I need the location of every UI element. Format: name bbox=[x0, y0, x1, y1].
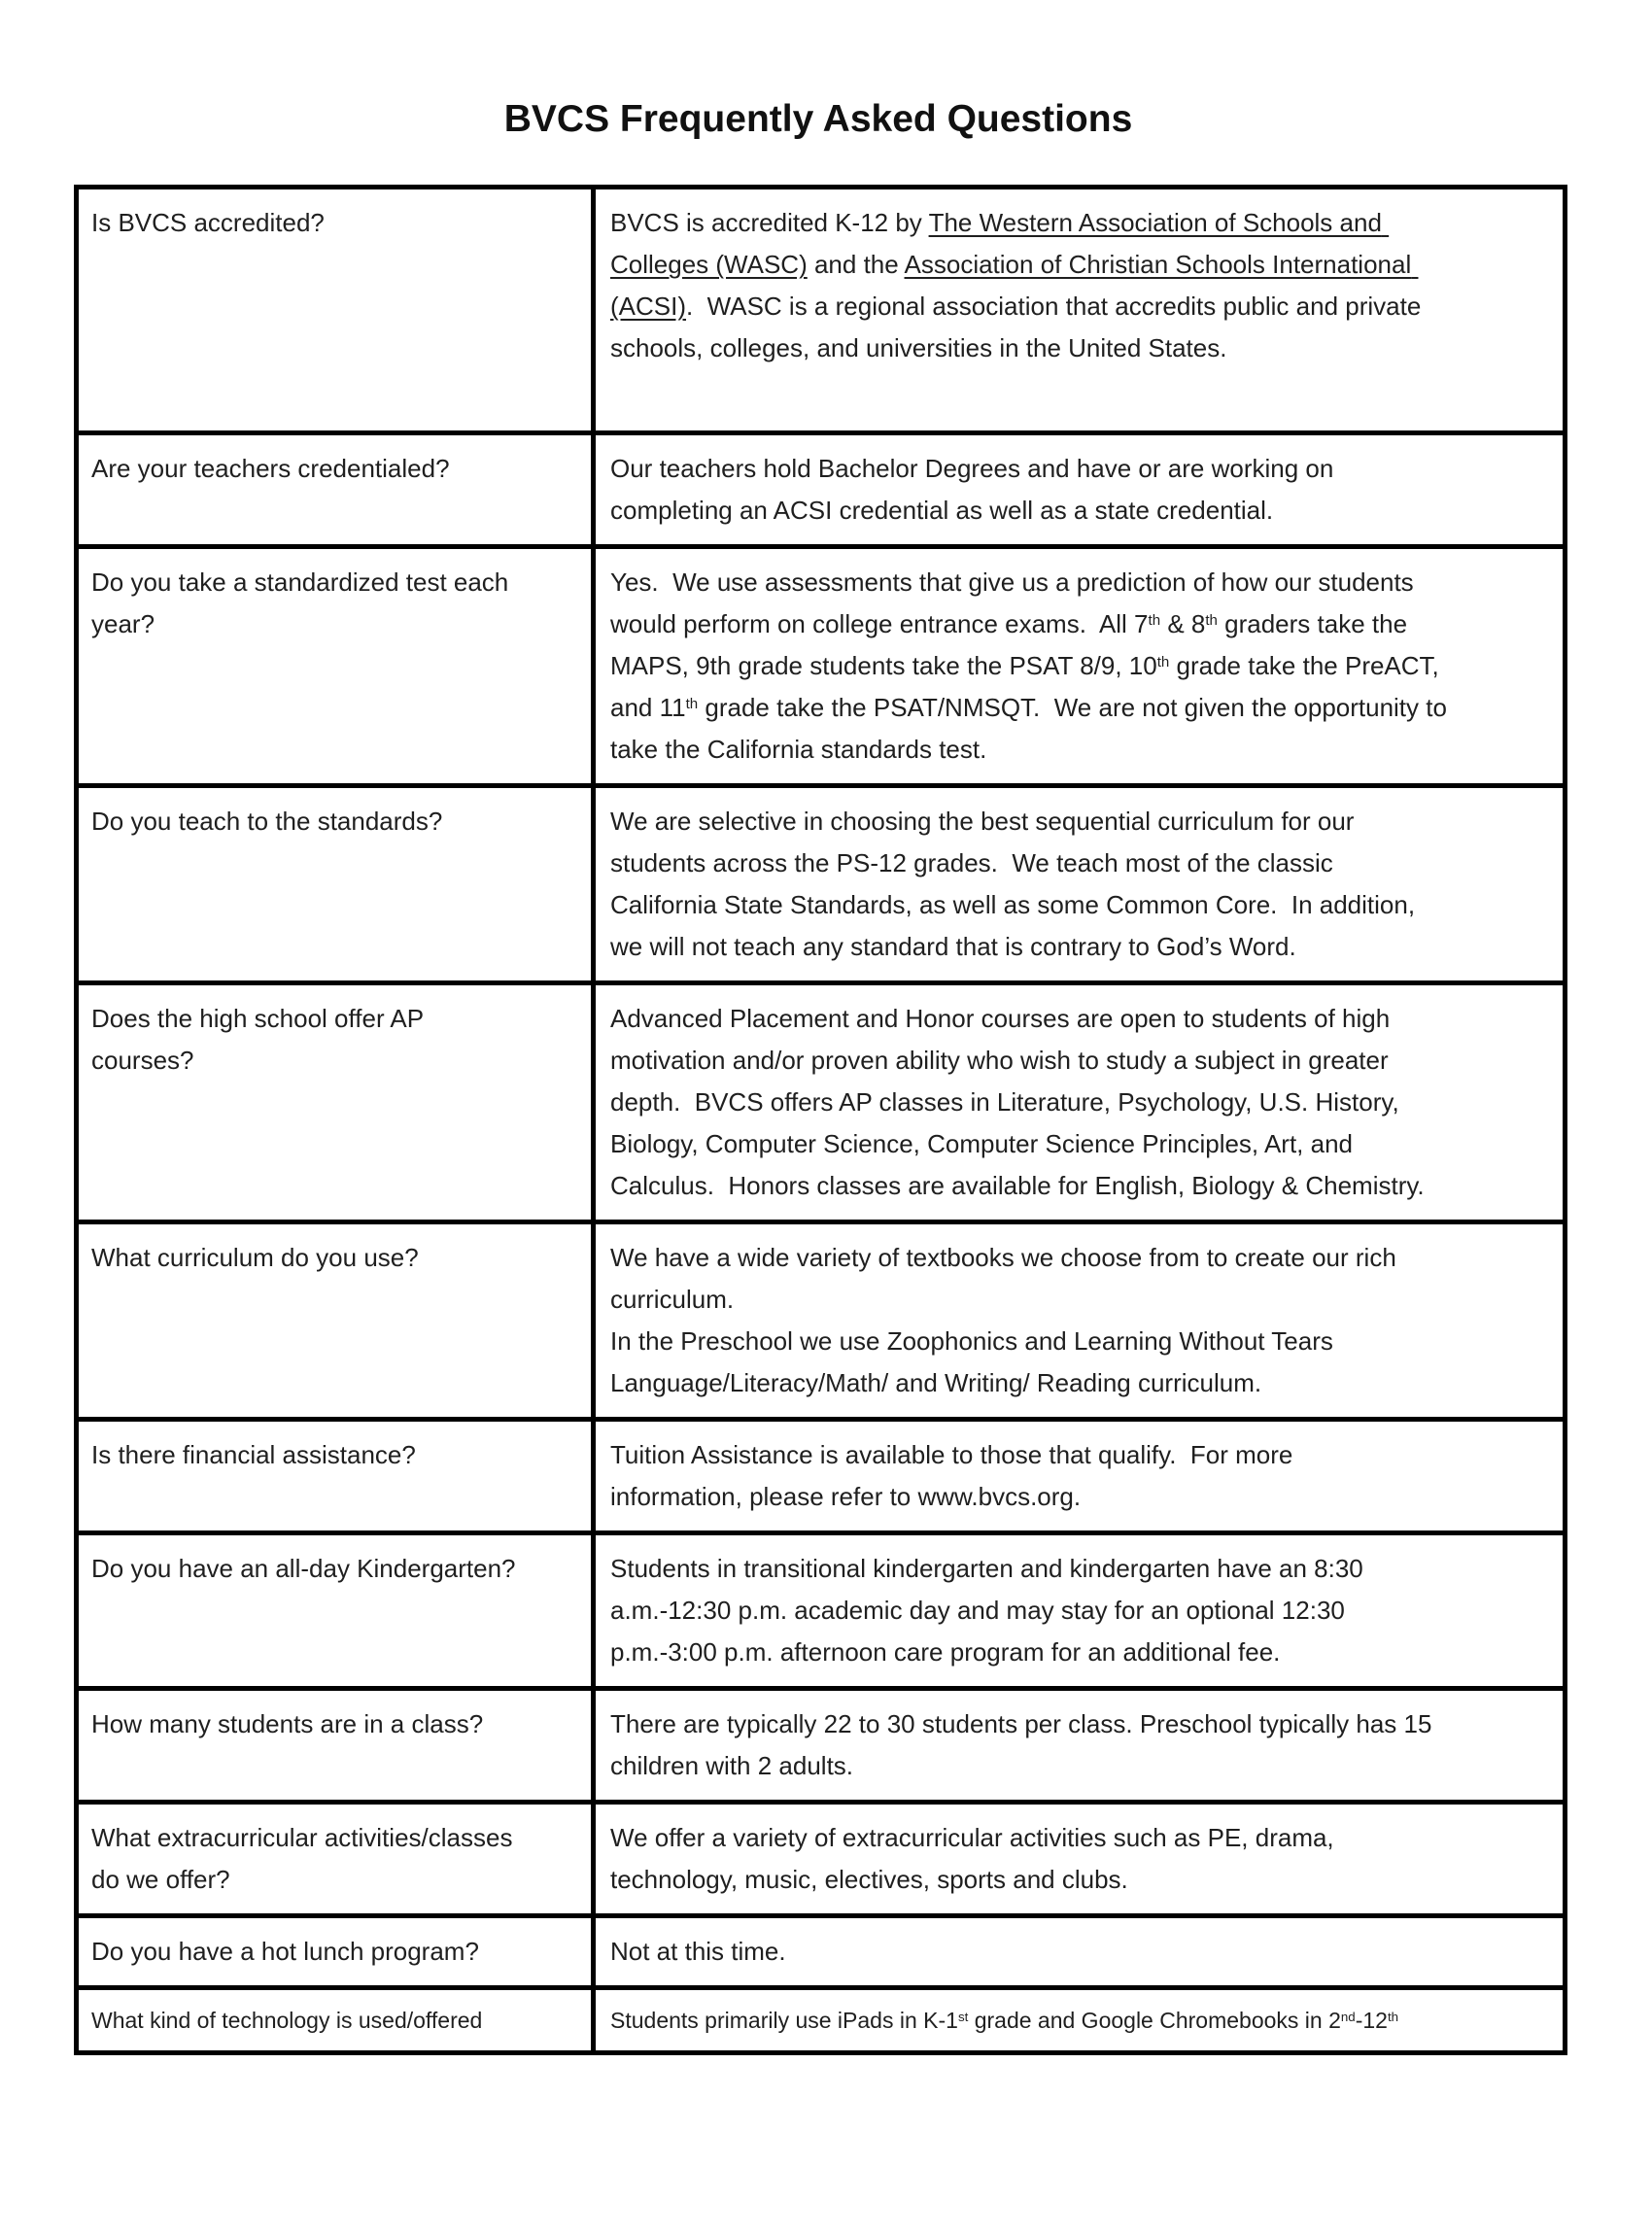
answer-text: Our teachers hold Bachelor Degrees and have or are working on completing an ACSI credential as well as a state credential. bbox=[610, 454, 1341, 525]
answer-text: Yes. We use assessments that give us a prediction of how our students would perform on college entrance exams. All 7 bbox=[610, 567, 1421, 638]
faq-row-standardized-test bbox=[77, 547, 1566, 786]
question-text: Do you have an all-day Kindergarten? bbox=[91, 1554, 516, 1583]
answer-text: Not at this time. bbox=[610, 1937, 786, 1966]
ordinal-superscript: th bbox=[1156, 654, 1170, 671]
answer-paragraph bbox=[610, 1321, 1446, 1404]
faq-answer bbox=[594, 547, 1566, 786]
question-text: What kind of technology is used/offered bbox=[91, 2008, 483, 2033]
answer-text: grade take the PSAT/NMSQT. We are not given the opportunity to take the California standards test. bbox=[610, 693, 1455, 764]
ordinal-superscript: th bbox=[1205, 612, 1218, 630]
faq-row-curriculum bbox=[77, 1222, 1566, 1420]
question-text: Does the high school offer AP courses? bbox=[91, 1004, 430, 1075]
faq-answer bbox=[594, 1533, 1566, 1689]
answer-text: We offer a variety of extracurricular activities such as PE, drama, technology, music, electives, sports and clubs. bbox=[610, 1823, 1341, 1894]
answer-text: In the Preschool we use Zoophonics and Learning Without Tears Language/Literacy/Math/ and Writing/ Reading curriculum. bbox=[610, 1326, 1341, 1397]
answer-text: Tuition Assistance is available to those that qualify. For more information, please refer to www.bvcs.org. bbox=[610, 1440, 1300, 1511]
faq-question bbox=[77, 983, 594, 1222]
answer-text: graders take the MAPS, 9th grade students take the PSAT 8/9, 10 bbox=[610, 609, 1415, 680]
faq-question bbox=[77, 1803, 594, 1916]
wasc-link[interactable]: The Western Association of Schools and Colleges (WASC) bbox=[610, 208, 1390, 279]
question-text: Is BVCS accredited? bbox=[91, 208, 325, 237]
faq-row-ap-courses bbox=[77, 983, 1566, 1222]
faq-question bbox=[77, 547, 594, 786]
faq-row-kindergarten bbox=[77, 1533, 1566, 1689]
answer-text: We have a wide variety of textbooks we choose from to create our rich curriculum. bbox=[610, 1243, 1404, 1314]
answer-text: We are selective in choosing the best sequential curriculum for our students across the PS-12 grades. We teach most of the classic California State Standards, as well as some Common Core. In addition, we will not teach any standard that is contrary to God’s Word. bbox=[610, 807, 1423, 961]
faq-answer bbox=[594, 188, 1566, 433]
faq-row-accredited bbox=[77, 188, 1566, 433]
faq-question bbox=[77, 1916, 594, 1988]
question-text: What curriculum do you use? bbox=[91, 1243, 419, 1272]
faq-question bbox=[77, 433, 594, 547]
document-page bbox=[0, 97, 1652, 2235]
faq-answer bbox=[594, 1803, 1566, 1916]
answer-text: Advanced Placement and Honor courses are open to students of high motivation and/or proven ability who wish to study a subject in greater depth. BVCS offers AP classes in Literature, Psychology, U.S. History, Biology, Computer Science, Computer Science Principles, Art, and Calculus. Honors classes are available for English, Biology & Chemistry. bbox=[610, 1004, 1425, 1200]
faq-question bbox=[77, 1988, 594, 2053]
ordinal-superscript: nd bbox=[1340, 2010, 1356, 2025]
faq-row-extracurricular bbox=[77, 1803, 1566, 1916]
faq-answer bbox=[594, 1222, 1566, 1420]
answer-text: grade take the PreACT, and 11 bbox=[610, 651, 1447, 722]
question-text: What extracurricular activities/classes do we offer? bbox=[91, 1823, 520, 1894]
answer-text: Students primarily use iPads in K-1 bbox=[610, 2008, 958, 2033]
question-text: Do you take a standardized test each year? bbox=[91, 567, 516, 638]
answer-text: & 8 bbox=[1160, 609, 1206, 638]
answer-text: BVCS is accredited K-12 by bbox=[610, 208, 929, 237]
faq-answer bbox=[594, 786, 1566, 983]
answer-text: . WASC is a regional association that accredits public and private schools, colleges, and universities in the United States. bbox=[610, 292, 1428, 362]
faq-row-class-size bbox=[77, 1689, 1566, 1803]
answer-text: -12 bbox=[1355, 2008, 1388, 2033]
faq-row-technology bbox=[77, 1988, 1566, 2053]
faq-answer bbox=[594, 1420, 1566, 1533]
faq-answer bbox=[594, 983, 1566, 1222]
faq-table bbox=[74, 185, 1567, 2055]
answer-text: grade and Google Chromebooks in 2 bbox=[968, 2008, 1341, 2033]
faq-question bbox=[77, 786, 594, 983]
faq-row-standards bbox=[77, 786, 1566, 983]
answer-text: There are typically 22 to 30 students per class. Preschool typically has 15 children with 2 adults. bbox=[610, 1709, 1439, 1780]
question-text: How many students are in a class? bbox=[91, 1709, 484, 1738]
faq-row-credentialed bbox=[77, 433, 1566, 547]
faq-question bbox=[77, 1420, 594, 1533]
faq-answer bbox=[594, 433, 1566, 547]
faq-question bbox=[77, 1222, 594, 1420]
question-text: Do you teach to the standards? bbox=[91, 807, 443, 836]
question-text: Are your teachers credentialed? bbox=[91, 454, 450, 483]
faq-answer bbox=[594, 1916, 1566, 1988]
ordinal-superscript: th bbox=[685, 696, 699, 713]
faq-question bbox=[77, 1689, 594, 1803]
answer-text: Students in transitional kindergarten and kindergarten have an 8:30 a.m.-12:30 p.m. academic day and may stay for an optional 12:30 p.m.-3:00 p.m. afternoon care program for an additional fee. bbox=[610, 1554, 1370, 1667]
faq-row-financial-assistance bbox=[77, 1420, 1566, 1533]
faq-question bbox=[77, 1533, 594, 1689]
ordinal-superscript: th bbox=[1148, 612, 1161, 630]
faq-answer bbox=[594, 1988, 1566, 2053]
question-text: Is there financial assistance? bbox=[91, 1440, 416, 1469]
page-title: BVCS Frequently Asked Questions bbox=[503, 98, 1133, 140]
question-text: Do you have a hot lunch program? bbox=[91, 1937, 479, 1966]
faq-row-hot-lunch bbox=[77, 1916, 1566, 1988]
acsi-link[interactable]: Association of Christian Schools International (ACSI) bbox=[610, 250, 1419, 321]
answer-paragraph bbox=[610, 1237, 1446, 1321]
faq-answer bbox=[594, 1689, 1566, 1803]
faq-question bbox=[77, 188, 594, 433]
answer-text: and the bbox=[807, 250, 905, 279]
ordinal-superscript: th bbox=[1387, 2010, 1399, 2025]
ordinal-superscript: st bbox=[957, 2010, 969, 2025]
